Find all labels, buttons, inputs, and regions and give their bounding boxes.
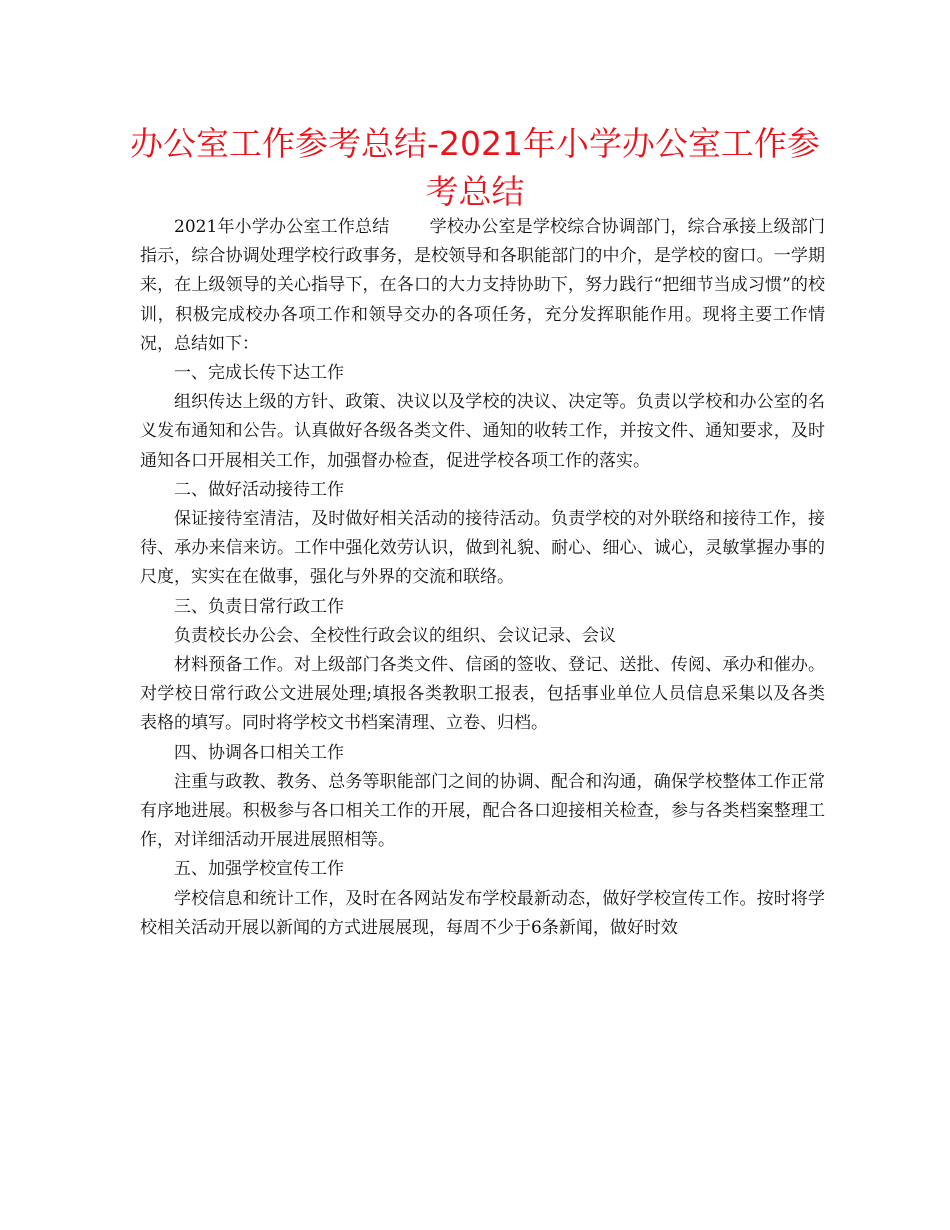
section-paragraph: 材料预备工作。对上级部门各类文件、信函的签收、登记、送批、传阅、承办和催办。对学校日常行政公文进展处理;填报各类教职工报表，包括事业单位人员信息采集以及各类表格的填写。同时将学校文书档案清理、立卷、归档。 bbox=[140, 655, 825, 734]
section-paragraph: 注重与政教、教务、总务等职能部门之间的协调、配合和沟通，确保学校整体工作正常有序地进展。积极参与各口相关工作的开展，配合各口迎接相关检查，参与各类档案整理工作，对详细活动开展进展照相等。 bbox=[140, 771, 825, 851]
section-heading: 四、协调各口相关工作 bbox=[174, 742, 344, 763]
document-body bbox=[140, 213, 825, 943]
intro-text: 学校办公室是学校综合协调部门，综合承接上级部门指示，综合协调处理学校行政事务，是校领导和各职能部门的中介，是学校的窗口。一学期来，在上级领导的关心指导下，在各口的大力支持协助下，努力践行“把细节当成习惯”的校训，积极完成校办各项工作和领导交办的各项任务，充分发挥职能作用。现将主要工作情况，总结如下： bbox=[140, 217, 826, 354]
section-heading: 五、加强学校宣传工作 bbox=[174, 859, 344, 880]
section-paragraph: 学校信息和统计工作，及时在各网站发布学校最新动态，做好学校宣传工作。按时将学校相关活动开展以新闻的方式进展展现，每周不少于6条新闻，做好时效 bbox=[140, 888, 825, 938]
section-heading: 二、做好活动接待工作 bbox=[174, 479, 344, 500]
section-heading: 三、负责日常行政工作 bbox=[174, 596, 344, 617]
section-paragraph: 组织传达上级的方针、政策、决议以及学校的决议、决定等。负责以学校和办公室的名义发布通知和公告。认真做好各级各类文件、通知的收转工作，并按文件、通知要求，及时通知各口开展相关工作，加强督办检查，促进学校各项工作的落实。 bbox=[140, 392, 825, 471]
intro-label: 2021年小学办公室工作总结 bbox=[174, 217, 390, 237]
section-heading: 一、完成长传下达工作 bbox=[174, 363, 344, 384]
section-paragraph: 保证接待室清洁，及时做好相关活动的接待活动。负责学校的对外联络和接待工作，接待、承办来信来访。工作中强化效劳认识，做到礼貌、耐心、细心、诚心，灵敏掌握办事的尺度，实实在在做事，强化与外界的交流和联络。 bbox=[140, 509, 825, 588]
intro-paragraph bbox=[140, 213, 825, 359]
section-paragraph: 负责校长办公会、全校性行政会议的组织、会议记录、会议 bbox=[174, 625, 616, 646]
document-title: 办公室工作参考总结-2021年小学办公室工作参考总结 bbox=[130, 124, 820, 211]
